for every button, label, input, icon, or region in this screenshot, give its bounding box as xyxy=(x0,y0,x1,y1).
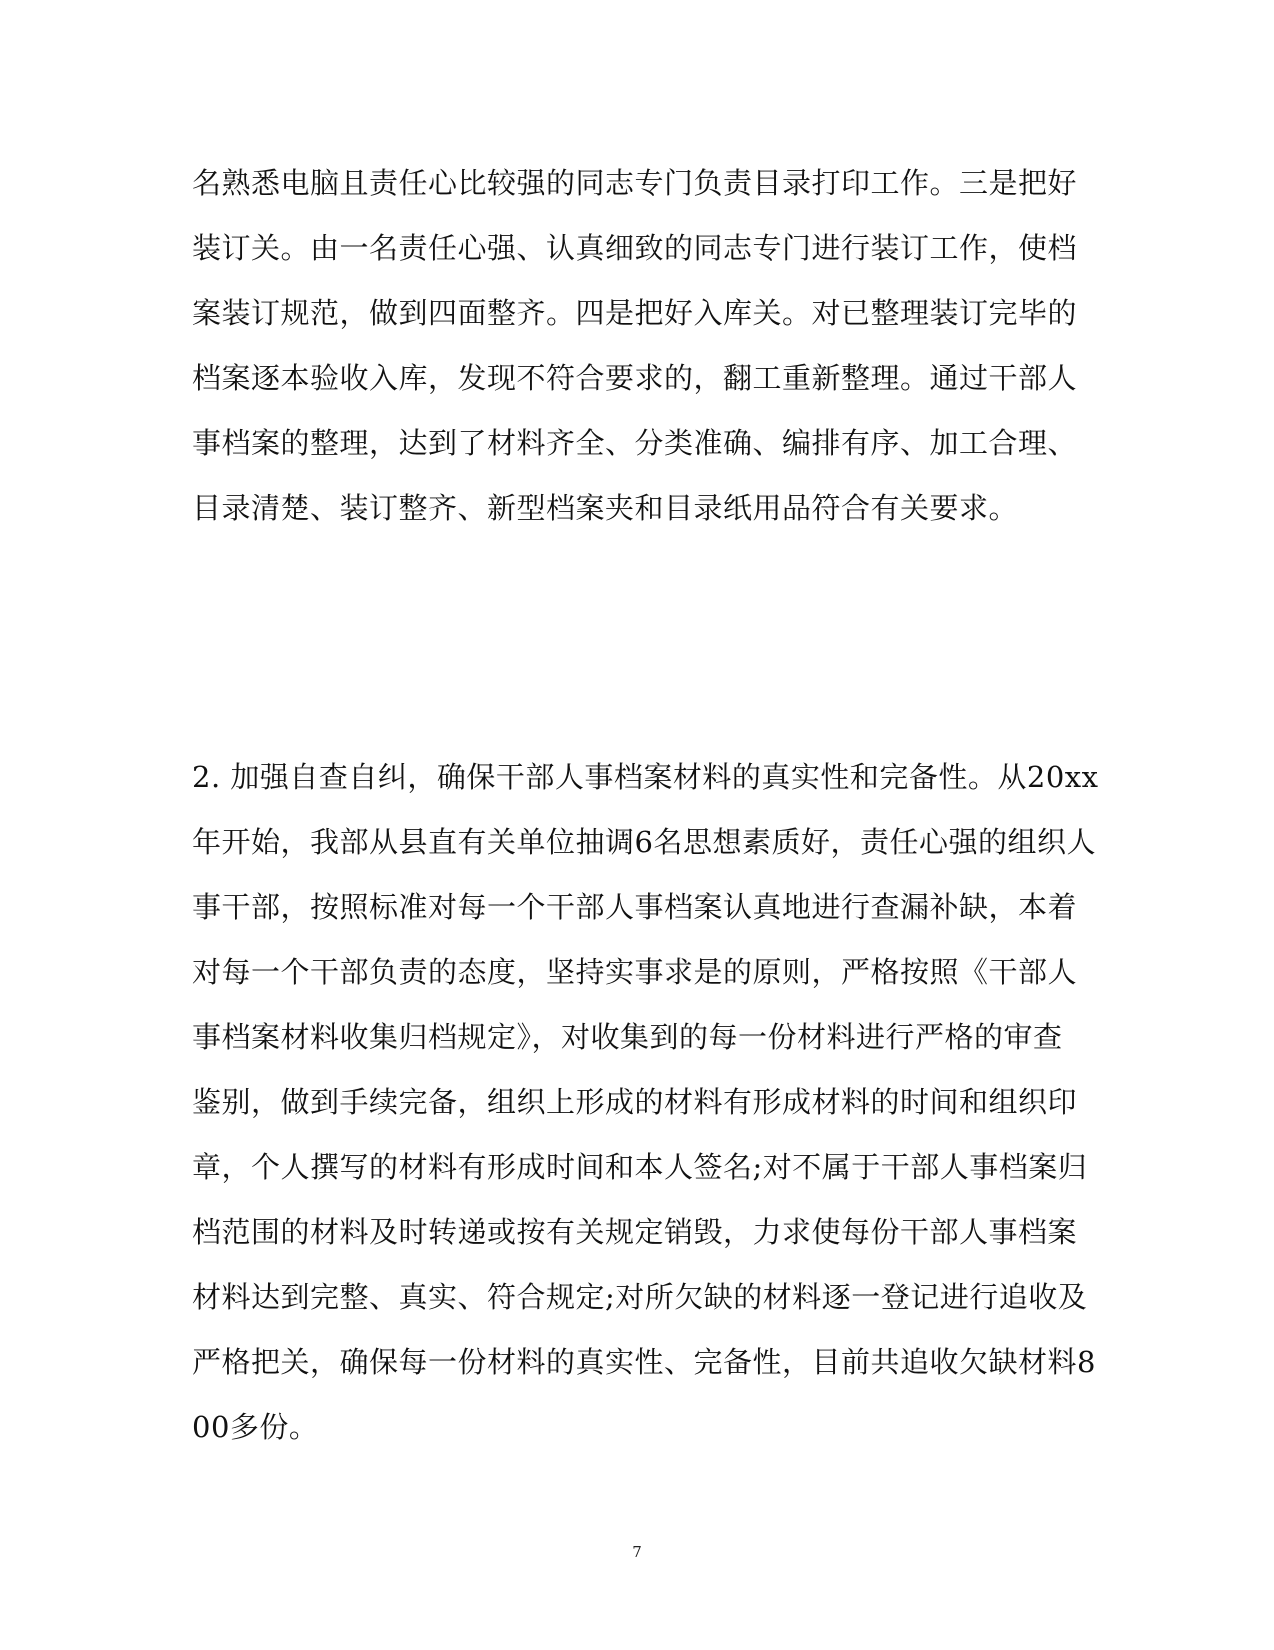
paragraph-line: 案装订规范，做到四面整齐。四是把好入库关。对已整理装订完毕的 xyxy=(192,296,1078,330)
paragraph-line: 事档案材料收集归档规定》，对收集到的每一份材料进行严格的审查 xyxy=(192,1020,1063,1054)
paragraph-line: 档案逐本验收入库，发现不符合要求的，翻工重新整理。通过干部人 xyxy=(192,361,1078,395)
paragraph-line: 章，个人撰写的材料有形成时间和本人签名;对不属于干部人事档案归 xyxy=(192,1150,1088,1184)
paragraph-archive-organization xyxy=(192,151,1092,541)
paragraph-line: 事干部，按照标准对每一个干部人事档案认真地进行查漏补缺，本着 xyxy=(192,890,1078,924)
paragraph-line: 档范围的材料及时转递或按有关规定销毁，力求使每份干部人事档案 xyxy=(192,1215,1078,1249)
paragraph-line: 鉴别，做到手续完备，组织上形成的材料有形成材料的时间和组织印 xyxy=(192,1085,1078,1119)
paragraph-line: 目录清楚、装订整齐、新型档案夹和目录纸用品符合有关要求。 xyxy=(192,491,1019,525)
paragraph-self-inspection xyxy=(192,745,1099,1460)
paragraph-line: 对每一个干部负责的态度，坚持实事求是的原则，严格按照《干部人 xyxy=(192,955,1078,989)
paragraph-line: 2. 加强自查自纠，确保干部人事档案材料的真实性和完备性。从20xx xyxy=(192,760,1099,794)
paragraph-line: 事档案的整理，达到了材料齐全、分类准确、编排有序、加工合理、 xyxy=(192,426,1078,460)
paragraph-line: 材料达到完整、真实、符合规定;对所欠缺的材料逐一登记进行追收及 xyxy=(192,1280,1088,1314)
paragraph-line: 装订关。由一名责任心强、认真细致的同志专门进行装订工作，使档 xyxy=(192,231,1078,265)
page-number: 7 xyxy=(632,1543,642,1561)
paragraph-line: 年开始，我部从县直有关单位抽调6名思想素质好，责任心强的组织人 xyxy=(192,825,1096,859)
paragraph-line: 名熟悉电脑且责任心比较强的同志专门负责目录打印工作。三是把好 xyxy=(192,166,1078,200)
paragraph-line: 00多份。 xyxy=(192,1410,319,1444)
paragraph-line: 严格把关，确保每一份材料的真实性、完备性，目前共追收欠缺材料8 xyxy=(192,1345,1096,1379)
